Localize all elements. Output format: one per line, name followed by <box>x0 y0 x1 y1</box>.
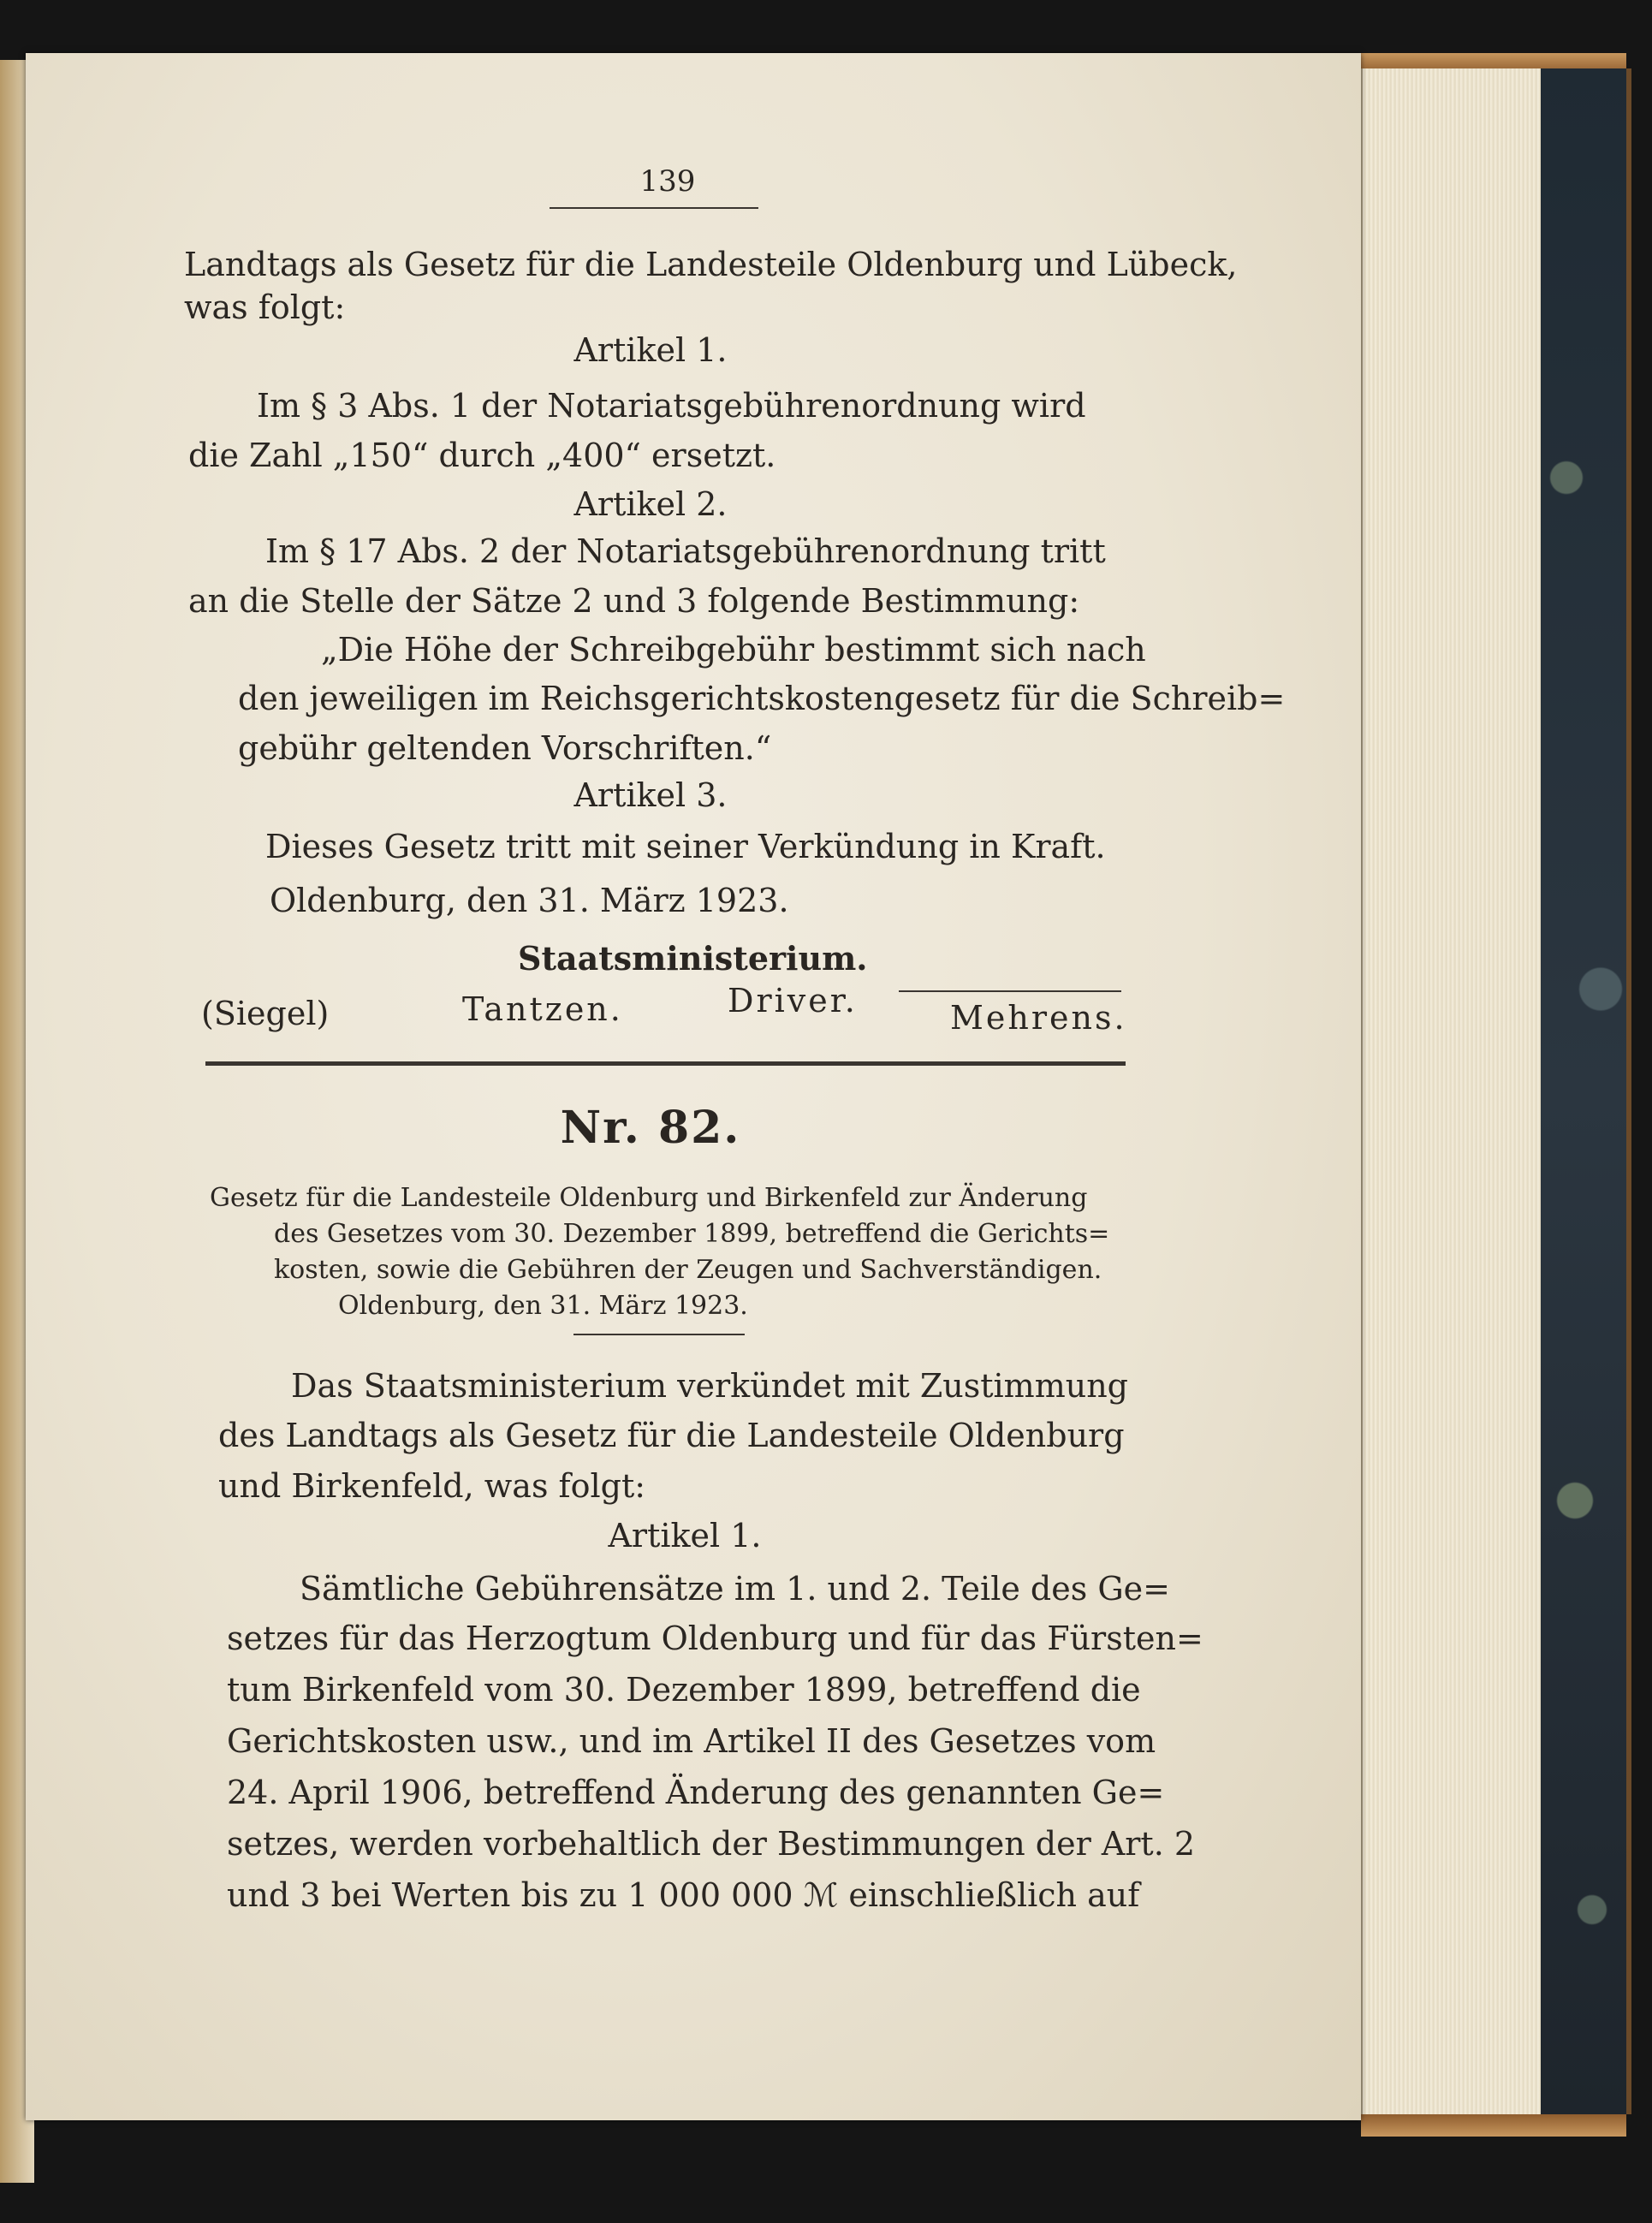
text-line: Im § 17 Abs. 2 der Notariatsgebührenordnung tritt <box>265 532 1106 570</box>
text-line: Das Staatsministerium verkündet mit Zustimmung <box>291 1367 1128 1405</box>
book-cover-bottom <box>1361 2114 1626 2137</box>
ministry-name: Staatsministerium. <box>518 939 868 978</box>
signature-mehrens: Mehrens. <box>950 999 1127 1037</box>
text-line: Sämtliche Gebührensätze im 1. und 2. Teile des Ge= <box>300 1570 1171 1608</box>
law-title-date: Oldenburg, den 31. März 1923. <box>338 1291 748 1321</box>
text-line: Dieses Gesetz tritt mit seiner Verkündung in Kraft. <box>265 828 1106 865</box>
text-line: des Landtags als Gesetz für die Landesteile Oldenburg <box>218 1417 1125 1454</box>
text-line: den jeweiligen im Reichsgerichtskostengesetz für die Schreib= <box>238 680 1286 717</box>
section-divider <box>205 1061 1126 1066</box>
text-line: und 3 bei Werten bis zu 1 000 000 ℳ einschließlich auf <box>227 1876 1140 1914</box>
article-heading: Artikel 1. <box>608 1517 762 1554</box>
book-page <box>26 53 1361 2120</box>
text-line: was folgt: <box>184 288 346 326</box>
place-date: Oldenburg, den 31. März 1923. <box>270 882 789 919</box>
text-line: setzes für das Herzogtum Oldenburg und für das Fürsten= <box>227 1620 1203 1657</box>
text-line: tum Birkenfeld vom 30. Dezember 1899, betreffend die <box>227 1671 1141 1709</box>
page-number-rule <box>550 207 758 209</box>
law-title-line: Gesetz für die Landesteile Oldenburg und Birkenfeld zur Änderung <box>210 1183 1088 1213</box>
text-line: „Die Höhe der Schreibgebühr bestimmt sich nach <box>321 631 1146 669</box>
signature-tantzen: Tantzen. <box>462 990 623 1028</box>
law-number: Nr. 82. <box>560 1102 741 1154</box>
law-title-line: kosten, sowie die Gebühren der Zeugen und Sachverständigen. <box>274 1255 1102 1285</box>
text-line: setzes, werden vorbehaltlich der Bestimmungen der Art. 2 <box>227 1825 1196 1863</box>
title-rule <box>573 1334 745 1335</box>
text-line: Im § 3 Abs. 1 der Notariatsgebührenordnung wird <box>257 387 1086 425</box>
signature-rule <box>899 990 1121 992</box>
page-block-edge <box>1361 68 1542 2123</box>
law-title-line: des Gesetzes vom 30. Dezember 1899, betreffend die Gerichts= <box>274 1219 1110 1249</box>
article-heading: Artikel 1. <box>573 331 728 369</box>
signature-driver: Driver. <box>728 982 858 1019</box>
marbled-cover <box>1541 68 1631 2114</box>
text-line: an die Stelle der Sätze 2 und 3 folgende Bestimmung: <box>188 582 1080 620</box>
text-line: die Zahl „150“ durch „400“ ersetzt. <box>188 437 776 474</box>
text-line: gebühr geltenden Vorschriften.“ <box>238 729 772 767</box>
article-heading: Artikel 3. <box>573 776 728 814</box>
text-line: Gerichtskosten usw., und im Artikel II des Gesetzes vom <box>227 1722 1156 1760</box>
text-line: 24. April 1906, betreffend Änderung des genannten Ge= <box>227 1774 1165 1811</box>
article-heading: Artikel 2. <box>573 485 728 523</box>
seal-note: (Siegel) <box>201 995 330 1032</box>
text-line: und Birkenfeld, was folgt: <box>218 1467 646 1505</box>
text-line: Landtags als Gesetz für die Landesteile Oldenburg und Lübeck, <box>184 246 1238 283</box>
page-number: 139 <box>639 164 696 199</box>
